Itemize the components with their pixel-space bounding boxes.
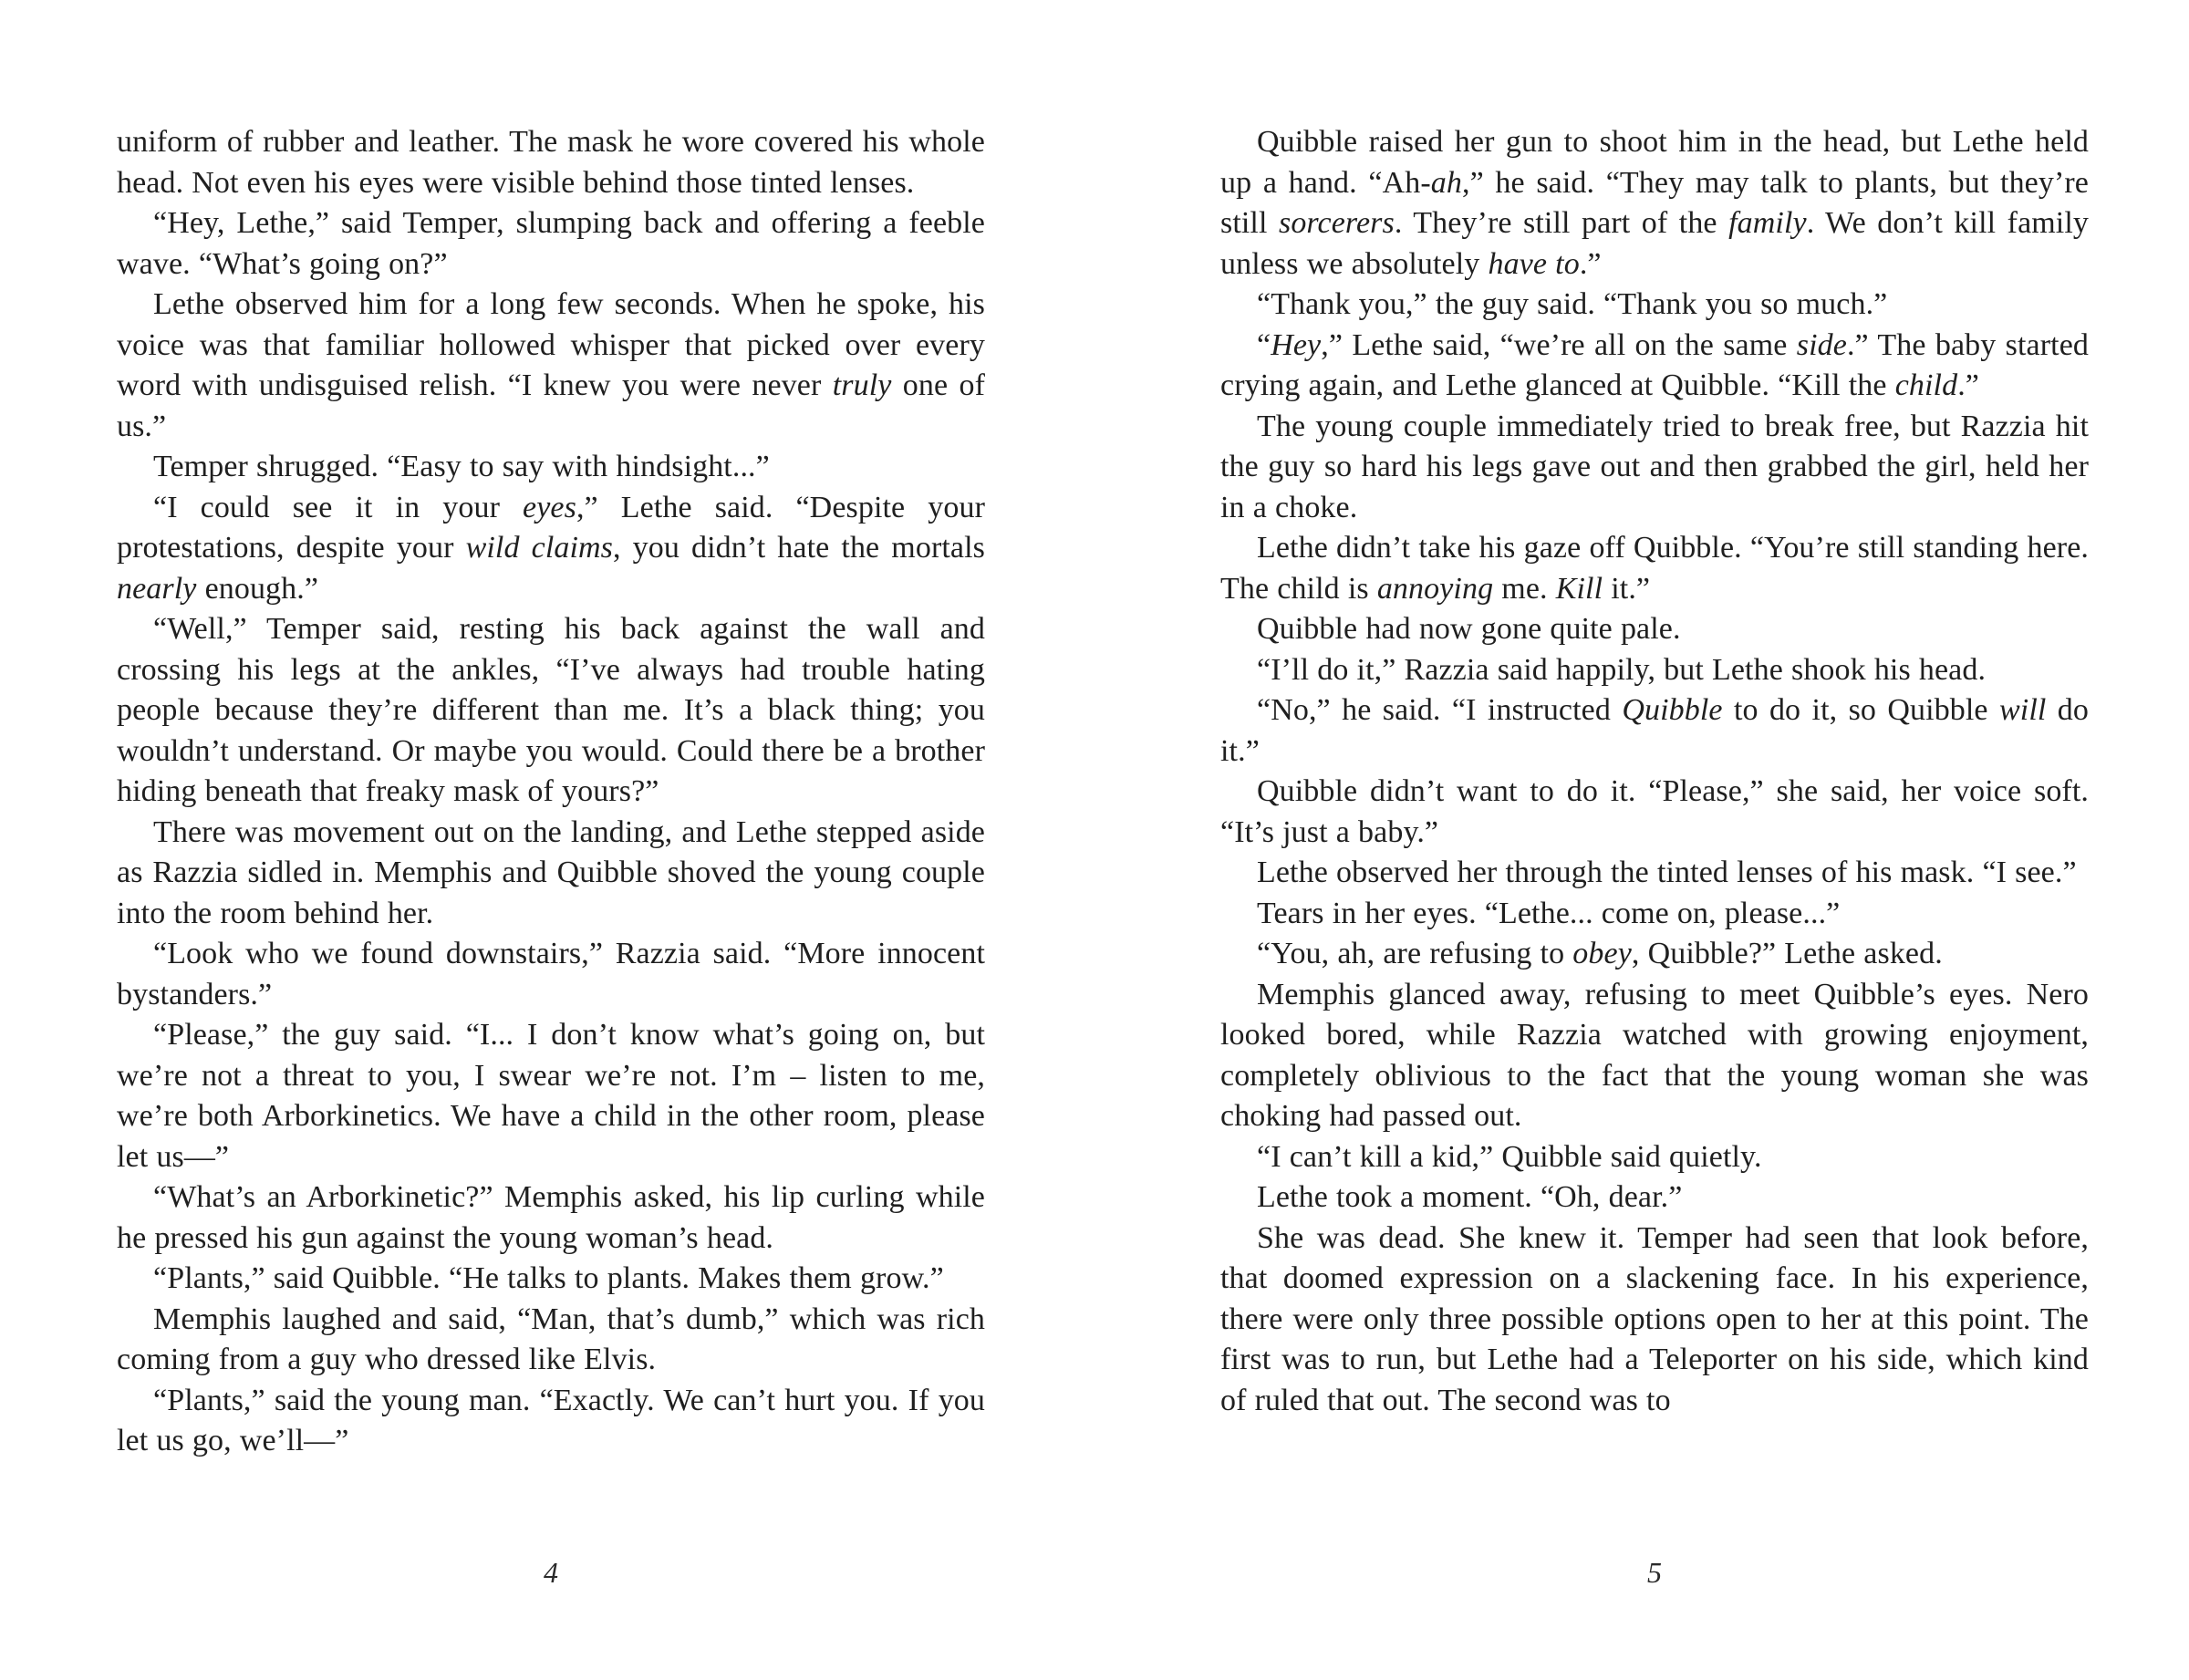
text-run: “You, ah, are refusing to: [1257, 937, 1573, 970]
text-run: Memphis laughed and said, “Man, that’s dumb,” which was rich coming from a guy who dressed like Elvis.: [117, 1301, 985, 1376]
text-run: Temper shrugged. “Easy to say with hindsight...”: [153, 450, 770, 483]
paragraph: [117, 934, 985, 1015]
text-run: “Please,” the guy said. “I... I don’t know what’s going on, but we’re not a threat to you, I swear we’re not. I’m – listen to me, we’re both Arborkinetics. We have a child in the other room, please let us—”: [117, 1018, 985, 1174]
text-run: uniform of rubber and leather. The mask he wore covered his whole head. Not even his eyes were visible behind those tinted lenses.: [117, 125, 985, 200]
paragraph: [117, 609, 985, 813]
paragraph: [1220, 1177, 2089, 1219]
paragraph: [117, 1015, 985, 1177]
paragraph: [117, 1259, 985, 1300]
text-run: “I’ll do it,” Razzia said happily, but Lethe shook his head.: [1257, 652, 1987, 687]
paragraph: [1220, 1137, 2089, 1178]
text-run: Quibble didn’t want to do it. “Please,” she said, her voice soft. “It’s just a baby.”: [1220, 774, 2089, 849]
italic-text: child: [1894, 368, 1958, 402]
paragraph: [1220, 407, 2089, 529]
text-run: “Thank you,” the guy said. “Thank you so much.”: [1257, 287, 1888, 321]
paragraph: [117, 285, 985, 447]
text-run: , Quibble?” Lethe asked.: [1631, 937, 1943, 970]
text-run: “What’s an Arborkinetic?” Memphis asked, his lip curling while he pressed his gun against the young woman’s head.: [117, 1180, 985, 1255]
text-run: “Plants,” said Quibble. “He talks to plants. Makes them grow.”: [153, 1261, 944, 1295]
right-page: [1220, 122, 2089, 1421]
italic-text: sorcerers: [1279, 206, 1395, 240]
left-page: [117, 122, 985, 1462]
paragraph: [1220, 975, 2089, 1137]
paragraph: [117, 1300, 985, 1381]
text-run: Memphis glanced away, refusing to meet Quibble’s eyes. Nero looked bored, while Razzia watched with growing enjoyment, completely oblivious to the fact that the young woman she was choking had passed out.: [1220, 977, 2089, 1133]
paragraph: [1220, 1219, 2089, 1422]
italic-text: family: [1728, 206, 1807, 240]
text-run: She was dead. She knew it. Temper had seen that look before, that doomed expression on a slackening face. In his experience, there were only three possible options open to her at this point. The first was to run, but Lethe had a Teleporter on his side, which kind of ruled that out. The second was to: [1220, 1220, 2089, 1417]
text-run: . We don’t kill family unless we absolutely: [1220, 206, 2090, 281]
text-run: ,” he said. “They may talk to plants, but they’re still: [1220, 165, 2089, 240]
paragraph: [117, 447, 985, 488]
paragraph: [1220, 285, 2089, 326]
paragraph: [117, 1177, 985, 1259]
text-run: “No,” he said. “I instructed: [1257, 693, 1623, 727]
paragraph: [1220, 853, 2089, 894]
left-page-text: [117, 122, 985, 1462]
text-run: “Well,” Temper said, resting his back against the wall and crossing his legs at the ankles, “I’ve always had trouble hating people because they’re different than me. It’s a black thing; you wouldn’t understand. Or maybe you would. Could there be a brother hiding beneath that freaky mask of yours?”: [117, 612, 985, 808]
left-page-number: 4: [544, 1556, 558, 1589]
text-run: Lethe didn’t take his gaze off Quibble. “You’re still standing here. The child is: [1220, 531, 2089, 606]
text-run: Lethe observed her through the tinted lenses of his mask. “I see.”: [1257, 856, 2077, 889]
text-run: “I can’t kill a kid,” Quibble said quietly.: [1257, 1139, 1762, 1174]
text-run: . They’re still part of the: [1394, 206, 1729, 240]
paragraph: [1220, 326, 2089, 407]
paragraph: [117, 813, 985, 935]
italic-text: will: [1999, 693, 2047, 727]
text-run: to do it, so Quibble: [1722, 693, 1999, 727]
text-run: Quibble raised her gun to shoot him in the head, but Lethe held up a hand. “Ah-: [1220, 125, 2089, 200]
text-run: do it.”: [1220, 693, 2089, 768]
text-run: ,” Lethe said. “Despite your protestations, despite your: [117, 490, 985, 565]
paragraph: [1220, 690, 2089, 772]
text-run: Lethe took a moment. “Oh, dear.”: [1257, 1180, 1683, 1214]
right-page-number: 5: [1647, 1556, 1662, 1589]
italic-text: nearly: [117, 571, 197, 606]
text-run: Quibble had now gone quite pale.: [1257, 612, 1681, 646]
italic-text: ah: [1430, 165, 1462, 200]
italic-text: Quibble: [1622, 693, 1723, 727]
text-run: ,” Lethe said, “we’re all on the same: [1321, 327, 1797, 362]
text-run: “Plants,” said the young man. “Exactly. We can’t hurt you. If you let us go, we’ll—”: [117, 1383, 985, 1457]
paragraph: [1220, 894, 2089, 935]
paragraph: [117, 1381, 985, 1462]
text-run: Tears in her eyes. “Lethe... come on, please...”: [1257, 896, 1841, 930]
right-page-text: [1220, 122, 2089, 1421]
paragraph: [1220, 609, 2089, 650]
paragraph: [1220, 528, 2089, 609]
paragraph: [1220, 122, 2089, 285]
paragraph: [117, 488, 985, 610]
italic-text: Hey: [1271, 327, 1322, 362]
italic-text: obey: [1572, 937, 1632, 970]
text-run: There was movement out on the landing, and Lethe stepped aside as Razzia sidled in. Memphis and Quibble shoved the young couple into the room behind her.: [117, 814, 985, 930]
text-run: The young couple immediately tried to break free, but Razzia hit the guy so hard his legs gave out and then grabbed the girl, held her in a choke.: [1220, 409, 2089, 524]
text-run: .” The baby started crying again, and Lethe glanced at Quibble. “Kill the: [1220, 327, 2089, 402]
italic-text: side: [1796, 327, 1847, 362]
text-run: .”: [1957, 368, 1979, 402]
italic-text: Kill: [1555, 571, 1603, 606]
text-run: , you didn’t hate the mortals: [613, 531, 985, 565]
text-run: it.”: [1603, 571, 1651, 606]
italic-text: annoying: [1376, 571, 1494, 606]
text-run: one of us.”: [117, 368, 985, 443]
text-run: me.: [1493, 571, 1556, 606]
text-run: Lethe observed him for a long few seconds. When he spoke, his voice was that familiar hollowed whisper that picked over every word with undisguised relish. “I knew you were never: [117, 287, 985, 402]
italic-text: wild claims: [465, 531, 613, 565]
paragraph: [117, 122, 985, 203]
text-run: “I could see it in your: [153, 490, 524, 524]
italic-text: eyes: [523, 490, 576, 524]
paragraph: [117, 203, 985, 285]
text-run: enough.”: [196, 571, 319, 606]
italic-text: have to: [1488, 246, 1580, 281]
text-run: “Look who we found downstairs,” Razzia said. “More innocent bystanders.”: [117, 937, 985, 1011]
text-run: “: [1257, 327, 1271, 362]
text-run: .”: [1579, 246, 1602, 281]
paragraph: [1220, 772, 2089, 853]
italic-text: truly: [832, 368, 892, 402]
text-run: “Hey, Lethe,” said Temper, slumping back and offering a feeble wave. “What’s going on?”: [117, 206, 985, 281]
paragraph: [1220, 934, 2089, 975]
paragraph: [1220, 650, 2089, 691]
